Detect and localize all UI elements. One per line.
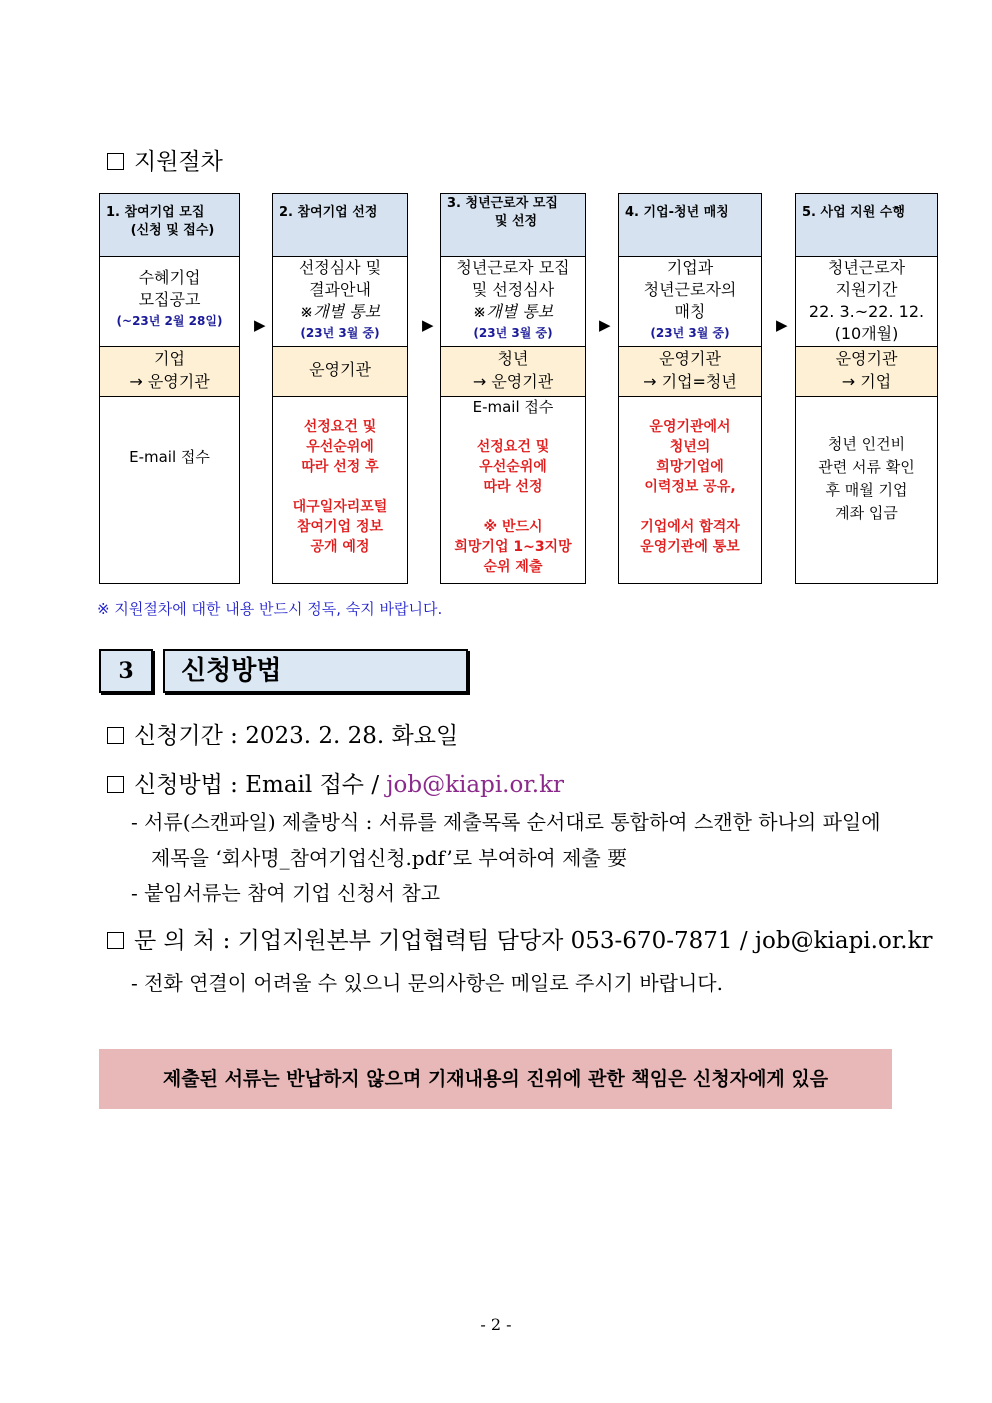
procedure-step-note-highlight: 순위 제출	[483, 559, 543, 575]
procedure-step-desc-line: 22. 3.~22. 12.	[808, 302, 925, 321]
procedure-step-desc-line: 및 선정심사	[471, 280, 555, 299]
procedure-step-title-line: 3. 청년근로자 모집	[447, 196, 558, 211]
procedure-step-desc	[100, 257, 239, 347]
procedure-step-2	[272, 193, 408, 584]
procedure-step-note-highlight: ※ 반드시	[483, 519, 543, 535]
section-title: 신청방법	[163, 649, 468, 693]
procedure-step-note-line: 청년 인건비	[827, 435, 906, 453]
procedure-step-note	[273, 397, 407, 583]
contact-info: 문 의 처 : 기업지원본부 기업협력팀 담당자 053-670-7871 / job@kiapi.or.kr	[107, 926, 933, 956]
procedure-step-note-highlight: 따라 선정 후	[301, 459, 379, 475]
procedure-step-desc	[273, 257, 407, 347]
checkbox-square-icon	[107, 727, 124, 744]
procedure-step-flow-line: 기업	[154, 349, 185, 368]
procedure-step-note	[100, 397, 239, 583]
contact-bullet: - 전화 연결이 어려울 수 있으니 문의사항은 메일로 주시기 바랍니다.	[131, 971, 723, 995]
procedure-step-note-highlight: 공개 예정	[310, 539, 370, 555]
procedure-step-note-line: 계좌 입금	[835, 504, 898, 522]
checkbox-square-icon	[107, 932, 124, 949]
procedure-step-desc-line: 청년근로자의	[643, 280, 737, 299]
procedure-step-desc-line: 선정심사 및	[298, 258, 382, 277]
procedure-step-date: (23년 3월 중)	[650, 326, 730, 340]
procedure-step-flow-line: → 기업=청년	[643, 372, 737, 391]
procedure-step-desc	[441, 257, 585, 347]
procedure-step-title	[796, 194, 937, 257]
procedure-step-note-line: E-mail 접수	[129, 448, 210, 466]
procedure-step-desc-line: 청년근로자	[827, 258, 906, 277]
procedure-step-note-highlight: 기업에서 합격자	[640, 519, 740, 535]
procedure-step-note-highlight: 희망기업 1~3지망	[454, 539, 572, 555]
apply-bullet-1-line-1: - 서류(스캔파일) 제출방식 : 서류를 제출목록 순서대로 통합하여 스캔한 하나의 파일에	[131, 810, 881, 834]
procedure-step-desc-line: 지원기간	[835, 280, 898, 299]
procedure-step-note-line: 관련 서류 확인	[818, 458, 915, 476]
flow-arrow-icon: ▶	[599, 316, 611, 334]
procedure-step-note-line: E-mail 접수	[472, 398, 554, 416]
procedure-step-note-highlight: 선정요건 및	[476, 439, 550, 455]
procedure-step-note	[796, 397, 937, 583]
procedure-step-desc	[619, 257, 761, 347]
apply-bullet-1-line-2: 제목을 ‘회사명_참여기업신청.pdf’로 부여하여 제출 要	[151, 846, 628, 870]
procedure-step-flow-line: 운영기관	[309, 360, 371, 379]
checkbox-square-icon	[107, 153, 124, 170]
apply-email-link[interactable]: job@kiapi.or.kr	[386, 772, 565, 798]
procedure-step-note-highlight: 참여기업 정보	[296, 519, 384, 535]
procedure-step-desc-line: 수혜기업	[138, 268, 201, 287]
procedure-step-note-highlight: 대구일자리포털	[292, 499, 388, 515]
procedure-step-desc-line: 청년근로자 모집	[456, 258, 570, 277]
procedure-step-note	[619, 397, 761, 583]
procedure-step-note-highlight: 이력정보 공유,	[644, 479, 736, 495]
procedure-step-flow	[796, 347, 937, 397]
procedure-step-note-highlight: 희망기업에	[656, 459, 724, 475]
procedure-heading: 지원절차	[107, 147, 223, 177]
procedure-step-title	[100, 194, 239, 257]
procedure-notice: ※ 지원절차에 대한 내용 반드시 정독, 숙지 바랍니다.	[97, 600, 443, 618]
procedure-step-flow-line: → 운영기관	[472, 372, 554, 391]
section-number: 3	[99, 649, 153, 693]
procedure-step-desc-line: 기업과	[666, 258, 714, 277]
procedure-step-title-line: 1. 참여기업 모집	[106, 205, 205, 220]
flow-arrow-icon: ▶	[422, 316, 434, 334]
procedure-step-1	[99, 193, 240, 584]
procedure-step-note-highlight	[273, 477, 407, 497]
flow-arrow-icon: ▶	[776, 316, 788, 334]
procedure-step-note-highlight	[619, 497, 761, 517]
apply-method: 신청방법 : Email 접수 / job@kiapi.or.kr	[107, 770, 564, 800]
procedure-step-desc-note: ※개별 통보	[299, 302, 381, 321]
procedure-step-note-highlight: 운영기관에 통보	[640, 539, 740, 555]
procedure-step-title-line: 및 선정	[494, 214, 538, 229]
procedure-step-flow-line: 청년	[497, 349, 529, 368]
procedure-step-desc-line: 모집공고	[138, 290, 201, 309]
procedure-step-flow	[100, 347, 239, 397]
procedure-step-4	[618, 193, 762, 584]
procedure-step-note-highlight: 우선순위에	[306, 439, 374, 455]
apply-bullet-2: - 붙임서류는 참여 기업 신청서 참고	[131, 881, 441, 905]
procedure-step-title	[619, 194, 761, 257]
checkbox-square-icon	[107, 776, 124, 793]
procedure-step-flow-line: → 운영기관	[129, 372, 210, 391]
procedure-step-title-line: 4. 기업-청년 매칭	[625, 205, 729, 220]
procedure-step-title-line: 5. 사업 지원 수행	[802, 205, 905, 220]
procedure-step-desc-line: 결과안내	[309, 280, 371, 299]
procedure-step-date: (23년 3월 중)	[300, 326, 380, 340]
page-number: - 2 -	[480, 1315, 512, 1334]
procedure-step-date: (~23년 2월 28일)	[116, 314, 223, 328]
procedure-step-note-highlight: 따라 선정	[483, 479, 543, 495]
procedure-step-flow-line: 운영기관	[659, 349, 721, 368]
procedure-step-5	[795, 193, 938, 584]
procedure-step-3	[440, 193, 586, 584]
procedure-step-flow-line: → 기업	[841, 372, 892, 391]
procedure-step-flow-line: 운영기관	[835, 349, 898, 368]
procedure-step-note-highlight: 운영기관에서	[649, 419, 731, 435]
procedure-step-title	[441, 194, 585, 257]
procedure-step-note-highlight: 청년의	[669, 439, 711, 455]
procedure-step-note-line: 후 매월 기업	[825, 481, 908, 499]
procedure-step-note	[441, 397, 585, 583]
procedure-step-title-line: (신청 및 접수)	[130, 223, 215, 238]
procedure-step-date: (23년 3월 중)	[473, 326, 553, 340]
procedure-step-flow	[619, 347, 761, 397]
procedure-step-title	[273, 194, 407, 257]
apply-period: 신청기간 : 2023. 2. 28. 화요일	[107, 721, 458, 751]
procedure-step-desc	[796, 257, 937, 347]
procedure-step-note-highlight	[441, 497, 585, 517]
procedure-step-note-highlight	[441, 417, 585, 437]
procedure-step-desc-note: ※개별 통보	[472, 302, 554, 321]
flow-arrow-icon: ▶	[254, 316, 266, 334]
procedure-step-flow	[273, 347, 407, 397]
procedure-step-note-highlight: 선정요건 및	[303, 419, 377, 435]
procedure-step-flow	[441, 347, 585, 397]
procedure-step-note-highlight: 우선순위에	[479, 459, 547, 475]
procedure-step-title-line: 2. 참여기업 선정	[279, 205, 378, 220]
procedure-step-desc-line: 매칭	[674, 302, 706, 321]
procedure-step-desc-line: (10개월)	[834, 324, 899, 343]
bottom-notice: 제출된 서류는 반납하지 않으며 기재내용의 진위에 관한 책임은 신청자에게 있음	[99, 1049, 892, 1109]
